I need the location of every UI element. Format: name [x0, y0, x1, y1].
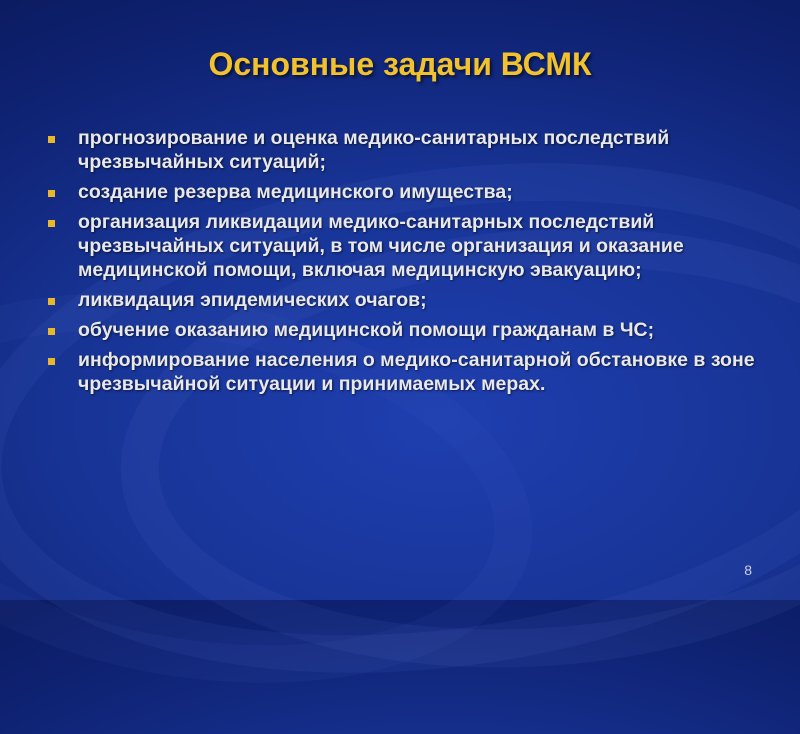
list-item-text: прогнозирование и оценка медико-санитарных последствий чрезвычайных ситуаций; [78, 127, 670, 173]
list-item [48, 288, 768, 312]
slide-title: Основные задачи ВСМК [208, 46, 592, 82]
list-item-text: создание резерва медицинского имущества; [78, 181, 513, 203]
bullet-list [48, 126, 768, 402]
list-item-text: обучение оказанию медицинской помощи гражданам в ЧС; [78, 319, 655, 341]
square-bullet-icon [48, 220, 55, 227]
list-item-text: организация ликвидации медико-санитарных последствий чрезвычайных ситуаций, в том числе организация и оказание медицинской помощи, включая медицинскую эвакуацию; [78, 211, 684, 281]
page-number: 8 [744, 562, 752, 578]
list-item-text: ликвидация эпидемических очагов; [78, 289, 427, 311]
square-bullet-icon [48, 328, 55, 335]
square-bullet-icon [48, 136, 55, 143]
square-bullet-icon [48, 190, 55, 197]
list-item [48, 210, 768, 282]
list-item [48, 126, 768, 174]
list-item-text: информирование населения о медико-санитарной обстановке в зоне чрезвычайной ситуации и принимаемых мерах. [78, 349, 755, 395]
list-item [48, 348, 768, 396]
list-item [48, 318, 768, 342]
square-bullet-icon [48, 298, 55, 305]
square-bullet-icon [48, 358, 55, 365]
list-item [48, 180, 768, 204]
